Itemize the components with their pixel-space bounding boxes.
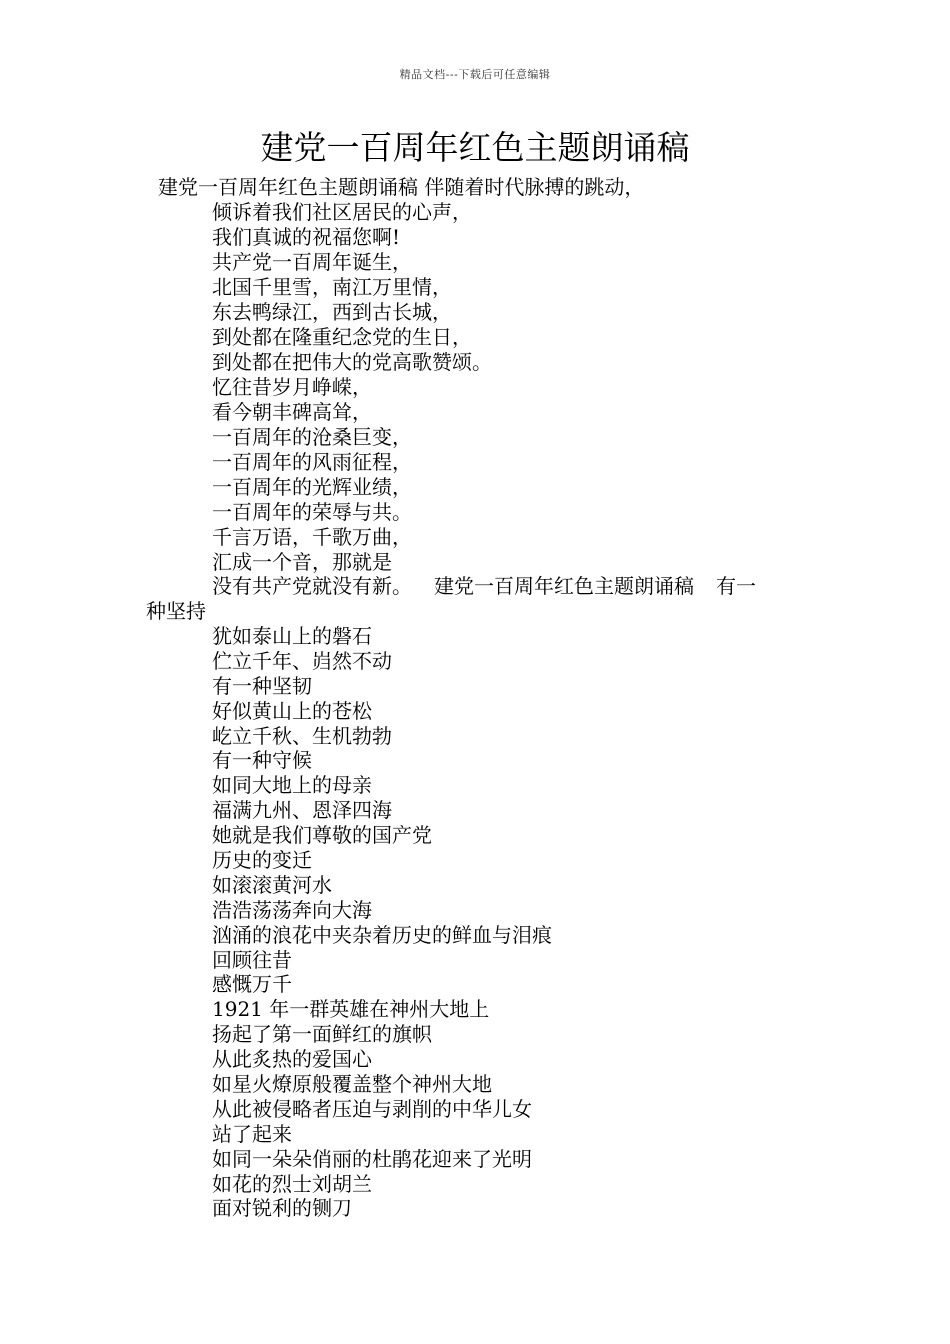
poem-section-1 — [212, 200, 492, 575]
poem-line: 如花的烈士刘胡兰 — [212, 1171, 372, 1196]
poem-line: 如同一朵朵俏丽的杜鹃花迎来了光明 — [212, 1146, 532, 1171]
header-note: 精品文档---下载后可任意编辑 — [399, 68, 551, 81]
poem-line: 从此炙热的爱国心 — [212, 1047, 372, 1072]
poem-line: 一百周年的沧桑巨变， — [212, 425, 412, 449]
poem-line: 扬起了第一面鲜红的旗帜 — [212, 1022, 432, 1047]
poem-line: 共产党一百周年诞生， — [212, 250, 412, 274]
poem-line: 一百周年的荣辱与共。 — [212, 500, 412, 524]
poem-line: 感慨万千 — [212, 972, 292, 997]
poem-line: 伫立千年、岿然不动 — [212, 648, 392, 673]
poem-line: 回顾往昔 — [212, 947, 292, 972]
poem-line: 千言万语，千歌万曲， — [212, 525, 412, 549]
poem-line: 如星火燎原般覆盖整个神州大地 — [212, 1072, 492, 1097]
document-title: 建党一百周年红色主题朗诵稿 — [260, 128, 690, 167]
poem-line: 如同大地上的母亲 — [212, 773, 372, 798]
poem-line: 如滚滚黄河水 — [212, 872, 332, 897]
poem-line: 福满九州、恩泽四海 — [212, 798, 392, 823]
opening-text: 伴随着时代脉搏的跳动， — [424, 175, 645, 199]
poem-line: 一百周年的光辉业绩， — [212, 475, 412, 499]
poem-line: 站了起来 — [212, 1121, 292, 1146]
poem-section-2 — [212, 624, 552, 1221]
poem-line: 到处都在隆重纪念党的生日， — [212, 325, 472, 349]
poem-line: 汇成一个音，那就是 — [212, 550, 392, 574]
bridge-text: 没有共产党就没有新。 — [212, 574, 412, 598]
poem-line: 到处都在把伟大的党高歌赞颂。 — [212, 350, 492, 374]
poem-line: 有一种守候 — [212, 748, 312, 773]
poem-line: 汹涌的浪花中夹杂着历史的鲜血与泪痕 — [212, 922, 552, 947]
poem-line: 面对锐利的铡刀 — [212, 1196, 352, 1221]
poem-line: 屹立千秋、生机勃勃 — [212, 723, 392, 748]
bridge-continuation: 种坚持 — [146, 599, 206, 623]
poem-line: 北国千里雪，南江万里情， — [212, 275, 452, 299]
poem-line: 看今朝丰碑高耸， — [212, 400, 372, 424]
bridge-line — [212, 574, 756, 599]
opening-line — [158, 175, 644, 199]
bridge-heading: 建党一百周年红色主题朗诵稿 — [434, 574, 694, 598]
poem-line: 一百周年的风雨征程， — [212, 450, 412, 474]
poem-line: 我们真诚的祝福您啊! — [212, 225, 401, 249]
poem-line: 历史的变迁 — [212, 848, 312, 873]
bridge-lead: 有一 — [716, 574, 756, 598]
poem-line: 倾诉着我们社区居民的心声， — [212, 200, 472, 224]
poem-line: 犹如泰山上的磐石 — [212, 624, 372, 648]
poem-line: 她就是我们尊敬的国产党 — [212, 823, 432, 848]
poem-line: 有一种坚韧 — [212, 673, 312, 698]
opening-heading: 建党一百周年红色主题朗诵稿 — [158, 175, 418, 199]
poem-line: 1921 年一群英雄在神州大地上 — [212, 997, 490, 1022]
poem-line: 东去鸭绿江，西到古长城， — [212, 300, 452, 324]
poem-line: 从此被侵略者压迫与剥削的中华儿女 — [212, 1096, 532, 1121]
poem-line: 忆往昔岁月峥嵘， — [212, 375, 372, 399]
poem-line: 好似黄山上的苍松 — [212, 698, 372, 723]
poem-line: 浩浩荡荡奔向大海 — [212, 897, 372, 922]
